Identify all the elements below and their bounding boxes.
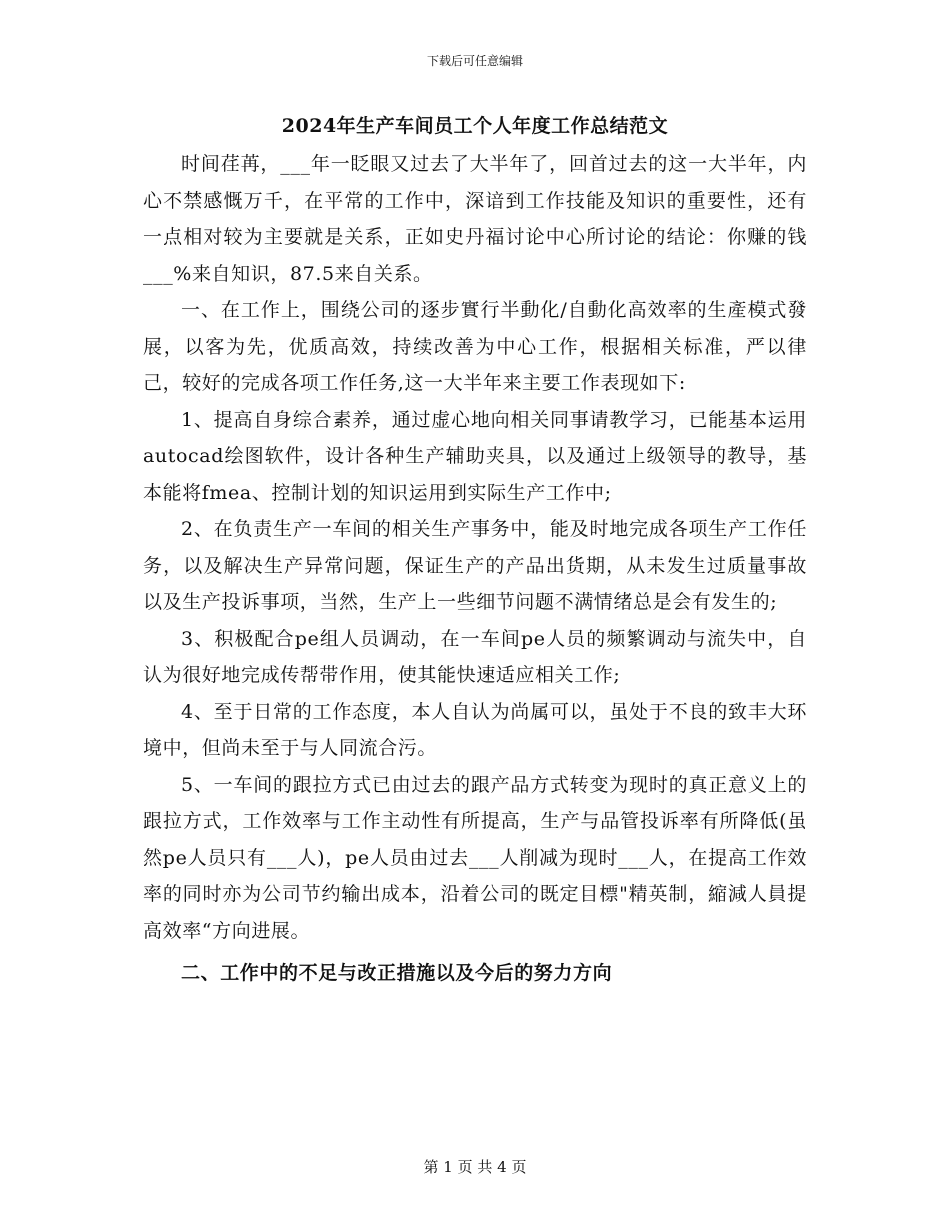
page-footer: 第 1 页 共 4 页 xyxy=(423,1158,527,1176)
section-heading-two: 二、工作中的不足与改正措施以及今后的努力方向 xyxy=(181,962,613,984)
header-note: 下载后可任意编辑 xyxy=(426,54,523,68)
document-body xyxy=(143,112,807,992)
paragraph-item-3: 3、积极配合pe组人员调动，在一车间pe人员的频繁调动与流失中，自认为很好地完成传帮带作用，使其能快速适应相关工作; xyxy=(143,627,807,686)
paragraph-item-1: 1、提高自身综合素养，通过虚心地向相关同事请教学习，已能基本运用autocad绘图软件，设计各种生产辅助夹具，以及通过上级领导的教导，基本能将fmea、控制计划的知识运用到实际生产工作中; xyxy=(143,408,807,504)
paragraph-item-2: 2、在负责生产一车间的相关生产事务中，能及时地完成各项生产工作任务，以及解决生产异常问题，保证生产的产品出货期，从未发生过质量事故以及生产投诉事项，当然，生产上一些细节问题不满情绪总是会有发生的; xyxy=(143,518,807,613)
paragraph-intro: 时间荏苒，___年一眨眼又过去了大半年了，回首过去的这一大半年，内心不禁感慨万千，在平常的工作中，深谙到工作技能及知识的重要性，还有一点相对较为主要就是关系，正如史丹福讨论中心所讨论的结论：你赚的钱___%来自知识，87.5来自关系。 xyxy=(143,153,807,285)
document-title: 2024年生产车间员工个人年度工作总结范文 xyxy=(281,115,669,137)
paragraph-item-4: 4、至于日常的工作态度，本人自认为尚属可以，虽处于不良的致丰大环境中，但尚未至于与人同流合污。 xyxy=(143,700,807,759)
paragraph-item-5: 5、一车间的跟拉方式已由过去的跟产品方式转变为现时的真正意义上的跟拉方式，工作效率与工作主动性有所提高，生产与品管投诉率有所降低(虽然pe人员只有___人)，pe人员由过去___人削减为现时___人，在提高工作效率的同时亦为公司节约输出成本，沿着公司的既定目標"精英制，縮減人員提高效率“方向进展。 xyxy=(143,773,807,942)
paragraph-section-one: 一、在工作上，围绕公司的逐步實行半動化/自動化高效率的生產模式發展，以客为先，优质高效，持续改善为中心工作，根据相关标准，严以律己，较好的完成各项工作任务,这一大半年来主要工作表现如下: xyxy=(143,299,807,394)
